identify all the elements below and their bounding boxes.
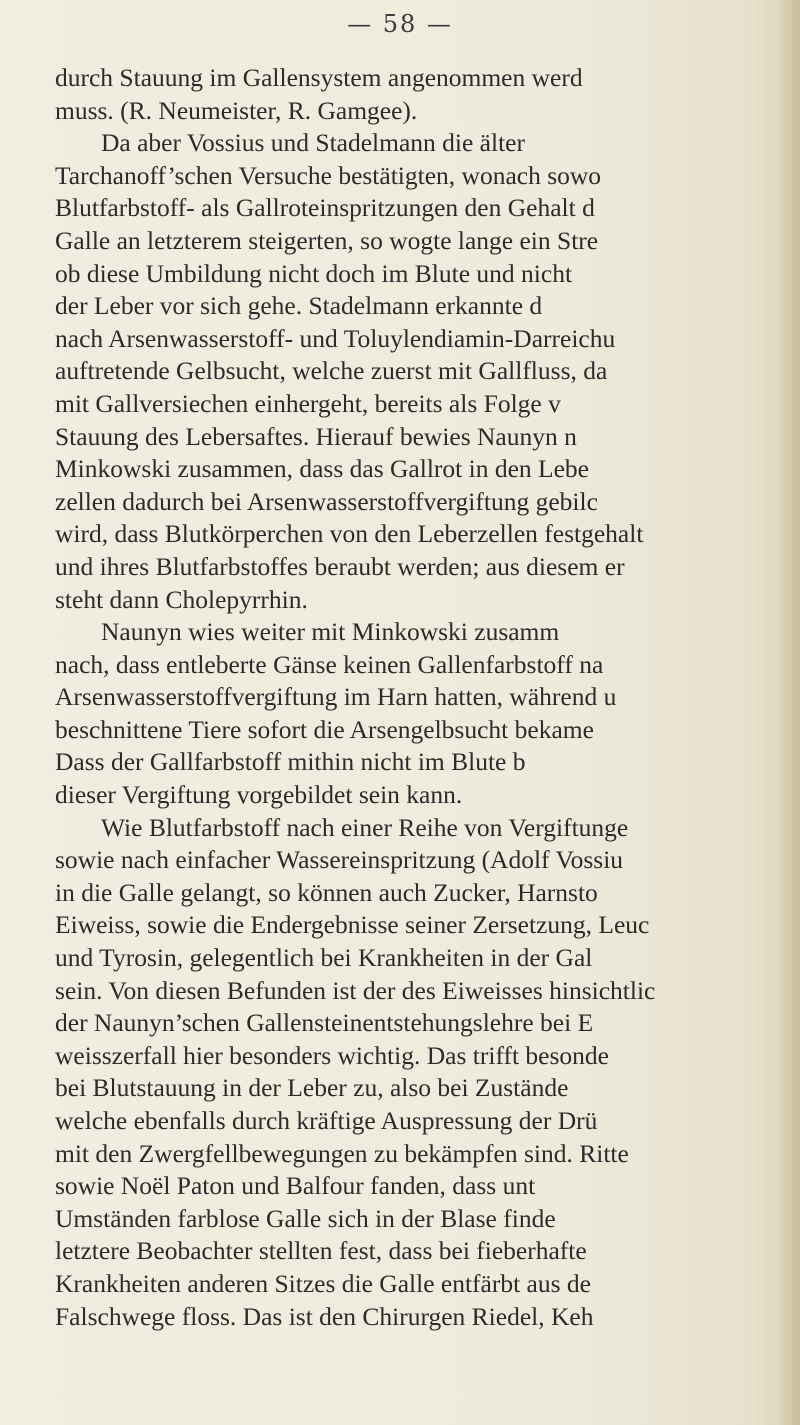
text-line: dieser Vergiftung vorgebildet sein kann.	[55, 780, 463, 810]
page-number: — 58 —	[347, 10, 453, 38]
text-line: Falschwege floss. Das ist den Chirurgen Riedel, Keh	[55, 1301, 594, 1331]
text-line: Naunyn wies weiter mit Minkowski zusamm	[101, 617, 560, 647]
text-line: Minkowski zusammen, dass das Gallrot in den Lebe	[55, 454, 589, 484]
text-line: Eiweiss, sowie die Endergebnisse seiner Zersetzung, Leuc	[55, 910, 650, 940]
body-text	[55, 62, 775, 1333]
page-gutter-shadow	[778, 0, 800, 1425]
text-line: sein. Von diesen Befunden ist der des Eiweisses hinsichtlic	[55, 975, 656, 1005]
text-line: der Naunyn’schen Gallensteinentstehungslehre bei E	[55, 1008, 594, 1038]
text-line: zellen dadurch bei Arsenwasserstoffvergiftung gebilc	[55, 486, 598, 516]
text-line: beschnittene Tiere sofort die Arsengelbsucht bekame	[55, 714, 594, 744]
text-line: und ihres Blutfarbstoffes beraubt werden; aus diesem er	[55, 551, 625, 581]
text-line: durch Stauung im Gallensystem angenommen werd	[55, 63, 583, 92]
text-line: in die Galle gelangt, so können auch Zucker, Harnsto	[55, 877, 598, 907]
text-line: nach, dass entleberte Gänse keinen Gallenfarbstoff na	[55, 649, 604, 679]
text-line: letztere Beobachter stellten fest, dass bei fieberhafte	[55, 1236, 587, 1266]
text-line: welche ebenfalls durch kräftige Auspressung der Drü	[55, 1106, 598, 1135]
text-line: steht dann Cholepyrrhin.	[55, 584, 308, 614]
text-line: wird, dass Blutkörperchen von den Leberzellen festgehalt	[55, 519, 644, 549]
text-line: Arsenwasserstoffvergiftung im Harn hatten, während u	[55, 682, 617, 712]
text-line: bei Blutstauung in der Leber zu, also bei Zustände	[55, 1073, 569, 1103]
text-line: nach Arsenwasserstoff- und Toluylendiamin-Darreichu	[55, 323, 616, 353]
text-line: Blutfarbstoff- als Gallroteinspritzungen den Gehalt d	[55, 193, 595, 223]
text-line: Tarchanoff’schen Versuche bestätigten, wonach sowo	[55, 160, 602, 190]
text-line: weisszerfall hier besonders wichtig. Das trifft besonde	[55, 1040, 609, 1070]
text-line: mit den Zwergfellbewegungen zu bekämpfen sind. Ritte	[55, 1138, 629, 1168]
text-line: der Leber vor sich gehe. Stadelmann erkannte d	[55, 291, 543, 321]
text-line: Da aber Vossius und Stadelmann die älter	[101, 128, 525, 158]
text-line: und Tyrosin, gelegentlich bei Krankheiten in der Gal	[55, 943, 593, 973]
text-line: sowie nach einfacher Wassereinspritzung (Adolf Vossiu	[55, 845, 624, 875]
text-line: Umständen farblose Galle sich in der Blase finde	[55, 1203, 556, 1233]
text-line: mit Gallversiechen einhergeht, bereits als Folge v	[55, 388, 561, 418]
text-line: ob diese Umbildung nicht doch im Blute und nicht	[55, 258, 573, 288]
text-line: Krankheiten anderen Sitzes die Galle entfärbt aus de	[55, 1268, 591, 1298]
text-line: Stauung des Lebersaftes. Hierauf bewies Naunyn n	[55, 421, 577, 451]
text-line: muss. (R. Neumeister, R. Gamgee).	[55, 95, 418, 125]
text-line: Dass der Gallfarbstoff mithin nicht im Blute b	[55, 747, 526, 777]
text-line: auftretende Gelbsucht, welche zuerst mit Gallfluss, da	[55, 356, 608, 386]
text-line: Galle an letzterem steigerten, so wogte lange ein Stre	[55, 225, 599, 255]
text-line: Wie Blutfarbstoff nach einer Reihe von Vergiftunge	[101, 812, 629, 842]
text-line: sowie Noël Paton und Balfour fanden, dass unt	[55, 1171, 536, 1201]
